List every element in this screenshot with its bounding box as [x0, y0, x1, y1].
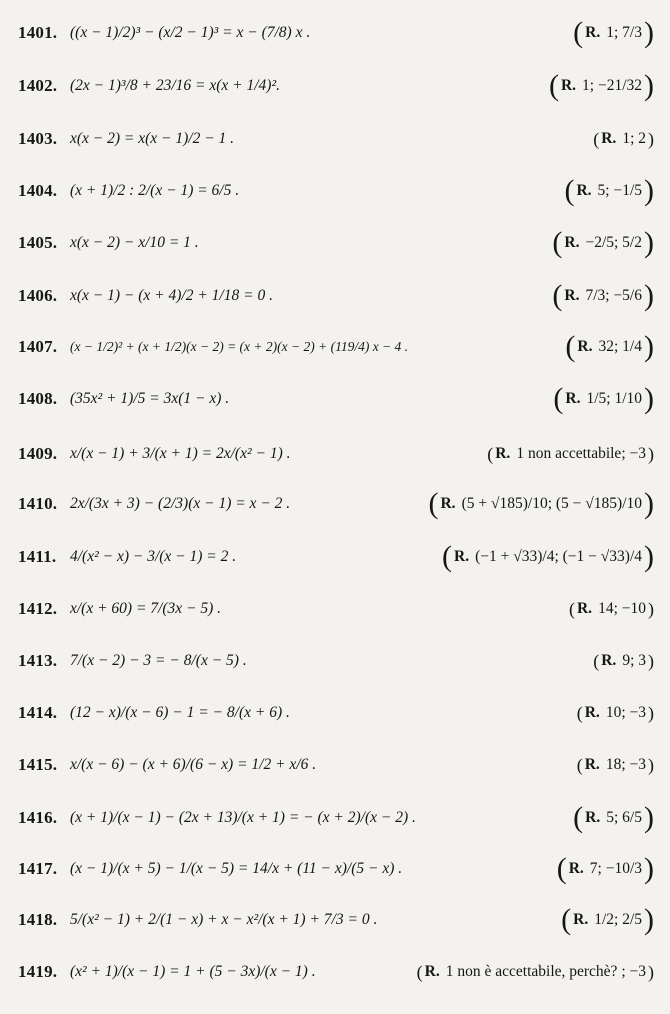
exercise-equation: 4/(x² − x) − 3/(x − 1) = 2 . — [70, 548, 237, 565]
exercise-number: 1403. — [18, 129, 58, 148]
exercise-number: 1405. — [18, 233, 58, 252]
answer-text: R. 5; −1/5 — [576, 182, 642, 199]
answer-text: R. 1/5; 1/10 — [565, 390, 642, 407]
exercise-number: 1401. — [18, 23, 58, 42]
exercise-equation: (x + 1)/(x − 1) − (2x + 13)/(x + 1) = − (x + 2)/(x − 2) . — [70, 809, 416, 826]
answer-text: R. 1; 2 — [601, 130, 646, 147]
exercise-equation: (35x² + 1)/5 = 3x(1 − x) . — [70, 390, 230, 407]
exercise-1409 — [0, 429, 670, 479]
exercise-answer: ( R. 7/3; −5/6 ) — [552, 279, 654, 312]
exercise-answer: ( R. 5; −1/5 ) — [564, 174, 654, 207]
exercise-number: 1406. — [18, 286, 58, 305]
exercise-answer: ( R. 32; 1/4 ) — [565, 330, 654, 363]
exercise-answer: ( R. (−1 + √33)/4; (−1 − √33)/4 ) — [442, 540, 654, 573]
answer-text: R. −2/5; 5/2 — [564, 234, 642, 251]
exercise-answer: ( R. 7; −10/3 ) — [556, 852, 654, 885]
exercise-1413 — [0, 636, 670, 686]
exercise-1410 — [0, 479, 670, 529]
answer-text: R. 1 non accettabile; −3 — [495, 445, 646, 462]
exercise-1408 — [0, 374, 670, 424]
exercise-1412 — [0, 584, 670, 634]
exercise-number: 1412. — [18, 599, 58, 618]
exercise-answer: ( R. (5 + √185)/10; (5 − √185)/10 ) — [428, 487, 654, 520]
exercise-1403 — [0, 114, 670, 164]
exercise-answer: ( R. 1; 7/3 ) — [573, 16, 654, 49]
exercise-number: 1410. — [18, 494, 58, 513]
exercise-1417 — [0, 844, 670, 894]
exercise-number: 1407. — [18, 337, 58, 356]
answer-text: R. 10; −3 — [584, 704, 646, 721]
exercise-answer: ( R. 5; 6/5 ) — [573, 801, 654, 834]
exercise-number: 1419. — [18, 962, 58, 981]
exercise-answer: ( R. 18; −3 ) — [576, 755, 654, 775]
exercise-answer: ( R. 14; −10 ) — [568, 599, 654, 619]
exercise-answer: ( R. 9; 3 ) — [593, 651, 654, 671]
exercise-answer: ( R. 10; −3 ) — [576, 703, 654, 723]
exercise-equation: (x − 1/2)² + (x + 1/2)(x − 2) = (x + 2)(x − 2) + (119/4) x − 4 . — [70, 339, 409, 354]
answer-text: R. 32; 1/4 — [577, 338, 642, 355]
exercise-number: 1418. — [18, 910, 58, 929]
exercise-1404 — [0, 166, 670, 216]
exercise-equation: x/(x + 60) = 7/(3x − 5) . — [70, 600, 222, 617]
exercise-equation: x(x − 1) − (x + 4)/2 + 1/18 = 0 . — [70, 287, 273, 304]
exercise-number: 1409. — [18, 444, 58, 463]
exercise-number: 1404. — [18, 181, 58, 200]
exercise-number: 1402. — [18, 76, 58, 95]
answer-text: R. 7; −10/3 — [568, 860, 642, 877]
answer-text: R. 1/2; 2/5 — [573, 911, 642, 928]
exercise-answer: ( R. 1 non è accettabile, perchè? ; −3 ) — [416, 962, 654, 982]
exercise-1418 — [0, 895, 670, 945]
exercise-equation: (x − 1)/(x + 5) − 1/(x − 5) = 14/x + (11 − x)/(5 − x) . — [70, 860, 403, 877]
exercise-number: 1416. — [18, 808, 58, 827]
exercise-answer: ( R. −2/5; 5/2 ) — [552, 226, 654, 259]
exercise-answer: ( R. 1 non accettabile; −3 ) — [487, 444, 654, 464]
exercise-equation: 5/(x² − 1) + 2/(1 − x) + x − x²/(x + 1) + 7/3 = 0 . — [70, 911, 378, 928]
answer-text: R. 18; −3 — [584, 756, 646, 773]
answer-text: R. 5; 6/5 — [585, 809, 642, 826]
exercise-1405 — [0, 218, 670, 268]
exercise-equation: 7/(x − 2) − 3 = − 8/(x − 5) . — [70, 652, 247, 669]
exercise-number: 1417. — [18, 859, 58, 878]
exercise-1407 — [0, 322, 670, 372]
answer-text: R. 1; 7/3 — [585, 24, 642, 41]
exercise-answer: ( R. 1; −21/32 ) — [548, 69, 654, 102]
exercise-answer: ( R. 1; 2 ) — [593, 129, 654, 149]
answer-text: R. 1; −21/32 — [560, 77, 642, 94]
exercise-1406 — [0, 271, 670, 321]
answer-text: R. 14; −10 — [576, 600, 646, 617]
answer-text: R. 1 non è accettabile, perchè? ; −3 — [424, 963, 646, 980]
exercise-equation: 2x/(3x + 3) − (2/3)(x − 1) = x − 2 . — [70, 495, 291, 512]
answer-text: R. (−1 + √33)/4; (−1 − √33)/4 — [454, 548, 642, 565]
exercise-equation: (12 − x)/(x − 6) − 1 = − 8/(x + 6) . — [70, 704, 290, 721]
answer-text: R. (5 + √185)/10; (5 − √185)/10 — [440, 495, 642, 512]
exercise-equation: (x + 1)/2 : 2/(x − 1) = 6/5 . — [70, 182, 240, 199]
exercise-answer: ( R. 1/5; 1/10 ) — [553, 382, 654, 415]
exercise-answer: ( R. 1/2; 2/5 ) — [561, 903, 654, 936]
exercise-equation: (x² + 1)/(x − 1) = 1 + (5 − 3x)/(x − 1) . — [70, 963, 316, 980]
exercise-equation: x(x − 2) = x(x − 1)/2 − 1 . — [70, 130, 235, 147]
exercise-1419 — [0, 947, 670, 997]
exercise-1401 — [0, 8, 670, 58]
exercise-1402 — [0, 61, 670, 111]
exercise-equation: x(x − 2) − x/10 = 1 . — [70, 234, 199, 251]
exercise-1416 — [0, 793, 670, 843]
exercise-number: 1413. — [18, 651, 58, 670]
answer-text: R. 7/3; −5/6 — [564, 287, 642, 304]
exercise-1411 — [0, 532, 670, 582]
exercise-1414 — [0, 688, 670, 738]
exercise-number: 1408. — [18, 389, 58, 408]
exercise-equation: ((x − 1)/2)³ − (x/2 − 1)³ = x − (7/8) x . — [70, 24, 311, 41]
exercise-number: 1414. — [18, 703, 58, 722]
exercise-equation: x/(x − 6) − (x + 6)/(6 − x) = 1/2 + x/6 . — [70, 756, 317, 773]
answer-text: R. 9; 3 — [601, 652, 646, 669]
exercise-number: 1411. — [18, 547, 57, 566]
exercise-number: 1415. — [18, 755, 58, 774]
exercise-equation: x/(x − 1) + 3/(x + 1) = 2x/(x² − 1) . — [70, 445, 291, 462]
exercise-equation: (2x − 1)³/8 + 23/16 = x(x + 1/4)². — [70, 77, 280, 94]
exercise-1415 — [0, 740, 670, 790]
